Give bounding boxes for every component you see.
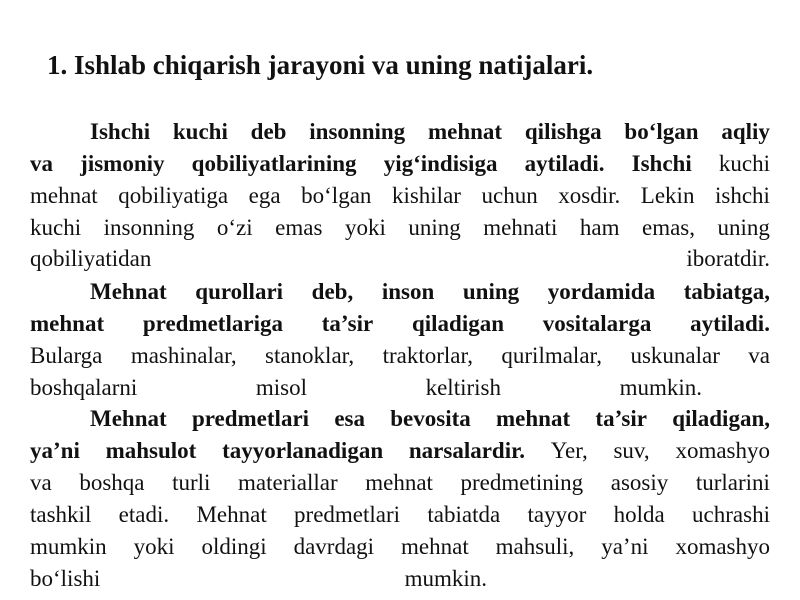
word: turli bbox=[172, 470, 211, 495]
word: bevosita bbox=[390, 406, 471, 431]
word: bo‘lgan bbox=[301, 183, 372, 208]
word: qilishga bbox=[524, 119, 602, 144]
word: Ishchi bbox=[90, 119, 151, 144]
word: mumkin bbox=[30, 534, 107, 559]
word: yordamida bbox=[547, 279, 656, 304]
word: ya’ni bbox=[30, 438, 80, 463]
word: aqliy bbox=[721, 119, 770, 144]
word: uning bbox=[408, 215, 461, 240]
word: tabiatga, bbox=[683, 279, 770, 304]
word: mehnati bbox=[483, 215, 558, 240]
paragraph-3-line-3 bbox=[30, 467, 770, 499]
paragraph-3-line-6 bbox=[30, 563, 487, 595]
paragraph-2-line-2 bbox=[30, 308, 770, 340]
word: Bularga bbox=[30, 343, 103, 368]
word: deb bbox=[250, 119, 287, 144]
word: predmetlari bbox=[191, 406, 310, 431]
paragraph-2-line-4 bbox=[30, 372, 702, 404]
word: va bbox=[748, 343, 770, 368]
paragraph-3-line-1 bbox=[90, 403, 770, 435]
word: qobiliyatlarining bbox=[191, 151, 357, 176]
word: insonning bbox=[103, 215, 195, 240]
word: yoki bbox=[133, 534, 175, 559]
word: aytiladi. bbox=[524, 151, 605, 176]
word: boshqalarni bbox=[30, 375, 138, 400]
word: kuchi bbox=[30, 215, 82, 240]
word: mumkin. bbox=[619, 375, 702, 400]
word: mehnat bbox=[30, 183, 98, 208]
word: o‘zi bbox=[216, 215, 253, 240]
word: misol bbox=[255, 375, 308, 400]
word: emas, bbox=[641, 215, 695, 240]
word: Mehnat bbox=[90, 406, 167, 431]
word: stanoklar, bbox=[265, 343, 355, 368]
word: mehnat bbox=[401, 534, 469, 559]
word: tayyorlanadigan bbox=[222, 438, 384, 463]
word: holda bbox=[613, 502, 665, 527]
word: mehnat bbox=[496, 406, 571, 431]
word: uskunalar bbox=[630, 343, 720, 368]
word: bo‘lgan bbox=[624, 119, 699, 144]
word: va bbox=[30, 151, 53, 176]
word: Mehnat bbox=[90, 279, 167, 304]
word: qiladigan, bbox=[672, 406, 770, 431]
paragraph-2-line-1 bbox=[90, 276, 770, 308]
word: Lekin bbox=[640, 183, 695, 208]
paragraph-3-line-2 bbox=[30, 435, 770, 467]
word: iboratdir. bbox=[686, 246, 770, 271]
word: uchrashi bbox=[692, 502, 770, 527]
word: mehnat bbox=[30, 311, 105, 336]
word: xomashyo bbox=[675, 438, 770, 463]
word: yig‘indisiga bbox=[383, 151, 498, 176]
word: ya’ni bbox=[601, 534, 649, 559]
word: davrdagi bbox=[293, 534, 375, 559]
word: xosdir. bbox=[558, 183, 621, 208]
word: Mehnat bbox=[196, 502, 267, 527]
paragraph-1-line-2 bbox=[30, 148, 770, 180]
word: qobiliyatidan bbox=[30, 246, 152, 271]
word: traktorlar, bbox=[382, 343, 473, 368]
word: yoki bbox=[344, 215, 386, 240]
word: bo‘lishi bbox=[30, 566, 101, 591]
word: etadi. bbox=[118, 502, 170, 527]
paragraph-1-line-3 bbox=[30, 180, 770, 212]
word: mahsuli, bbox=[495, 534, 575, 559]
word: ega bbox=[248, 183, 281, 208]
word: predmetlariga bbox=[142, 311, 283, 336]
word: turlarini bbox=[695, 470, 770, 495]
word: kuchi bbox=[172, 119, 228, 144]
word: uning bbox=[462, 279, 520, 304]
word: tabiatda bbox=[427, 502, 501, 527]
paragraph-3-line-5 bbox=[30, 531, 770, 563]
section-heading: 1. Ishlab chiqarish jarayoni va uning natijalari. bbox=[47, 50, 594, 80]
paragraph-2-line-3 bbox=[30, 340, 770, 372]
word: qurollari bbox=[195, 279, 284, 304]
word: mashinalar, bbox=[130, 343, 237, 368]
word: predmetining bbox=[460, 470, 584, 495]
word: ta’sir bbox=[321, 311, 374, 336]
word: deb, bbox=[311, 279, 354, 304]
word: emas bbox=[275, 215, 323, 240]
word: mahsulot bbox=[105, 438, 197, 463]
word: ta’sir bbox=[595, 406, 647, 431]
word: mumkin. bbox=[404, 566, 487, 591]
word: tashkil bbox=[30, 502, 92, 527]
word: oldingi bbox=[201, 534, 267, 559]
word: ham bbox=[579, 215, 620, 240]
word: xomashyo bbox=[675, 534, 770, 559]
word: suv, bbox=[613, 438, 650, 463]
word: esa bbox=[334, 406, 365, 431]
word: qobiliyatiga bbox=[118, 183, 229, 208]
word: qiladigan bbox=[411, 311, 504, 336]
word: predmetlari bbox=[294, 502, 401, 527]
word: vositalarga bbox=[542, 311, 652, 336]
word: keltirish bbox=[425, 375, 501, 400]
word: Ishchi bbox=[631, 151, 692, 176]
word: qurilmalar, bbox=[501, 343, 603, 368]
word: materiallar bbox=[238, 470, 338, 495]
word: jismoniy bbox=[80, 151, 165, 176]
word: boshqa bbox=[79, 470, 145, 495]
word: va bbox=[30, 470, 52, 495]
word: mehnat bbox=[365, 470, 433, 495]
word: ishchi bbox=[715, 183, 770, 208]
word: aytiladi. bbox=[690, 311, 770, 336]
paragraph-1-line-5 bbox=[30, 243, 770, 275]
word: asosiy bbox=[610, 470, 669, 495]
paragraph-1-line-4 bbox=[30, 212, 770, 244]
word: narsalardir. bbox=[408, 438, 525, 463]
word: inson bbox=[381, 279, 435, 304]
word: uchun bbox=[481, 183, 538, 208]
word: uning bbox=[717, 215, 770, 240]
word: kishilar bbox=[391, 183, 461, 208]
word: Yer, bbox=[550, 438, 588, 463]
paragraph-3-line-4 bbox=[30, 499, 770, 531]
word: kuchi bbox=[718, 151, 770, 176]
word: insonning bbox=[309, 119, 406, 144]
paragraph-1-line-1 bbox=[90, 116, 770, 148]
word: tayyor bbox=[527, 502, 587, 527]
word: mehnat bbox=[427, 119, 503, 144]
